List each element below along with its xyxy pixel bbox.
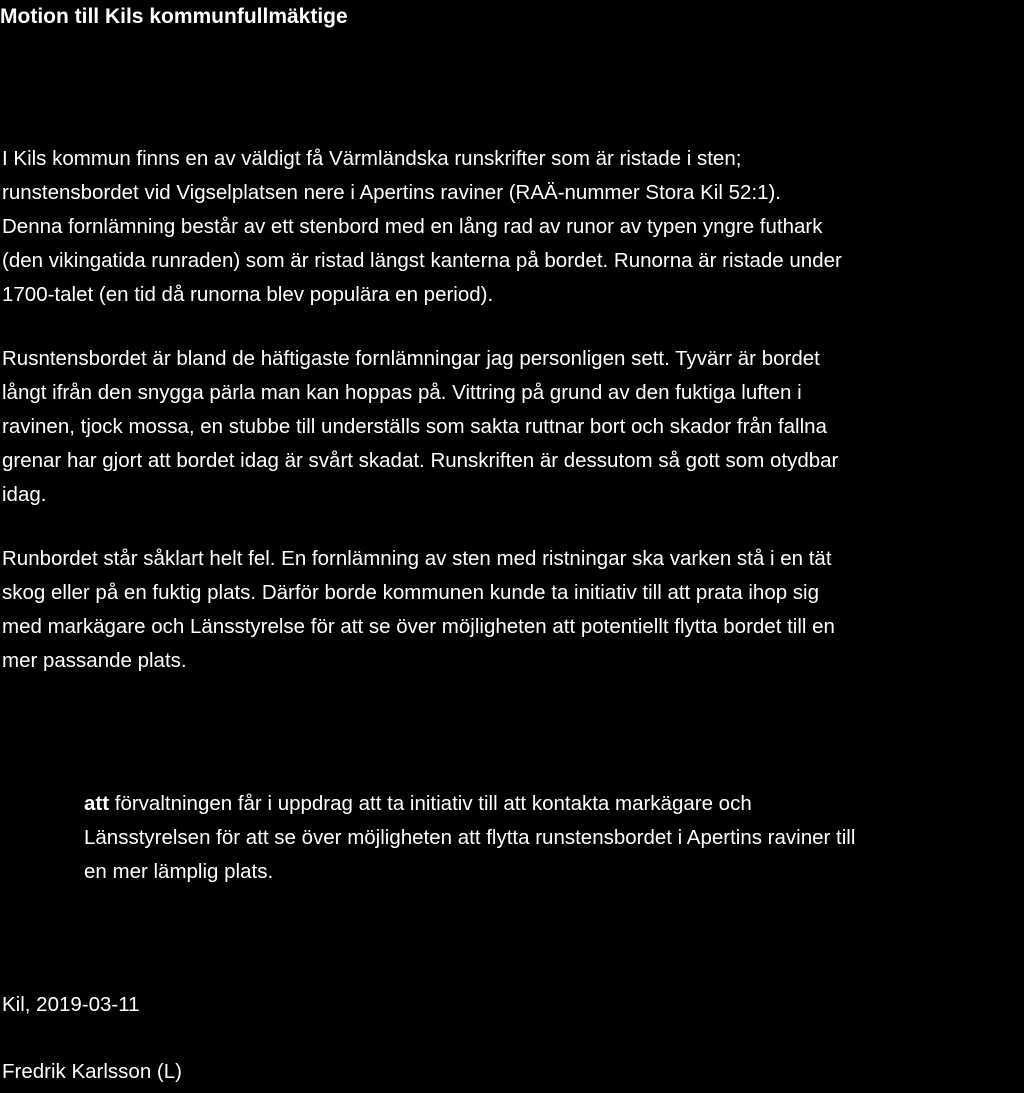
- proposal-text: förvaltningen får i uppdrag att ta initiativ till att kontakta markägare och: [109, 792, 752, 815]
- paragraph-line: 1700-talet (en tid då runorna blev populära en period).: [2, 283, 494, 306]
- proposal-line: en mer lämplig plats.: [84, 860, 274, 883]
- proposal-line: [84, 789, 752, 819]
- paragraph-line: grenar har gjort att bordet idag är svårt skadat. Runskriften är dessutom så gott som otydbar: [2, 449, 839, 472]
- paragraph-line: runstensbordet vid Vigselplatsen nere i Apertins raviner (RAÄ-nummer Stora Kil 52:1).: [2, 181, 781, 204]
- paragraph-line: Runbordet står såklart helt fel. En fornlämning av sten med ristningar ska varken stå i en tät: [2, 547, 832, 570]
- paragraph-line: I Kils kommun finns en av väldigt få Värmländska runskrifter som är ristade i sten;: [2, 147, 742, 170]
- paragraph-line: ravinen, tjock mossa, en stubbe till underställs som sakta ruttnar bort och skador från fallna: [2, 415, 827, 438]
- paragraph-line: (den vikingatida runraden) som är ristad längst kanterna på bordet. Runorna är ristade under: [2, 249, 842, 272]
- paragraph-line: idag.: [2, 483, 47, 506]
- proposal-keyword: att: [84, 792, 110, 815]
- paragraph-line: mer passande plats.: [2, 649, 187, 672]
- paragraph-line: med markägare och Länsstyrelse för att se över möjligheten att potentiellt flytta bordet till en: [2, 615, 835, 638]
- paragraph-line: Rusntensbordet är bland de häftigaste fornlämningar jag personligen sett. Tyvärr är bordet: [2, 347, 820, 370]
- place-date: Kil, 2019-03-11: [2, 993, 140, 1016]
- paragraph-line: skog eller på en fuktig plats. Därför borde kommunen kunde ta initiativ till att prata ihop sig: [2, 581, 820, 604]
- signature: Fredrik Karlsson (L): [2, 1060, 182, 1083]
- document-title: Motion till Kils kommunfullmäktige: [0, 5, 348, 28]
- proposal-line: Länsstyrelsen för att se över möjligheten att flytta runstensbordet i Apertins raviner till: [84, 826, 856, 849]
- paragraph-line: långt ifrån den snygga pärla man kan hoppas på. Vittring på grund av den fuktiga luften i: [2, 381, 802, 404]
- paragraph-line: Denna fornlämning består av ett stenbord med en lång rad av runor av typen yngre futhark: [2, 215, 823, 238]
